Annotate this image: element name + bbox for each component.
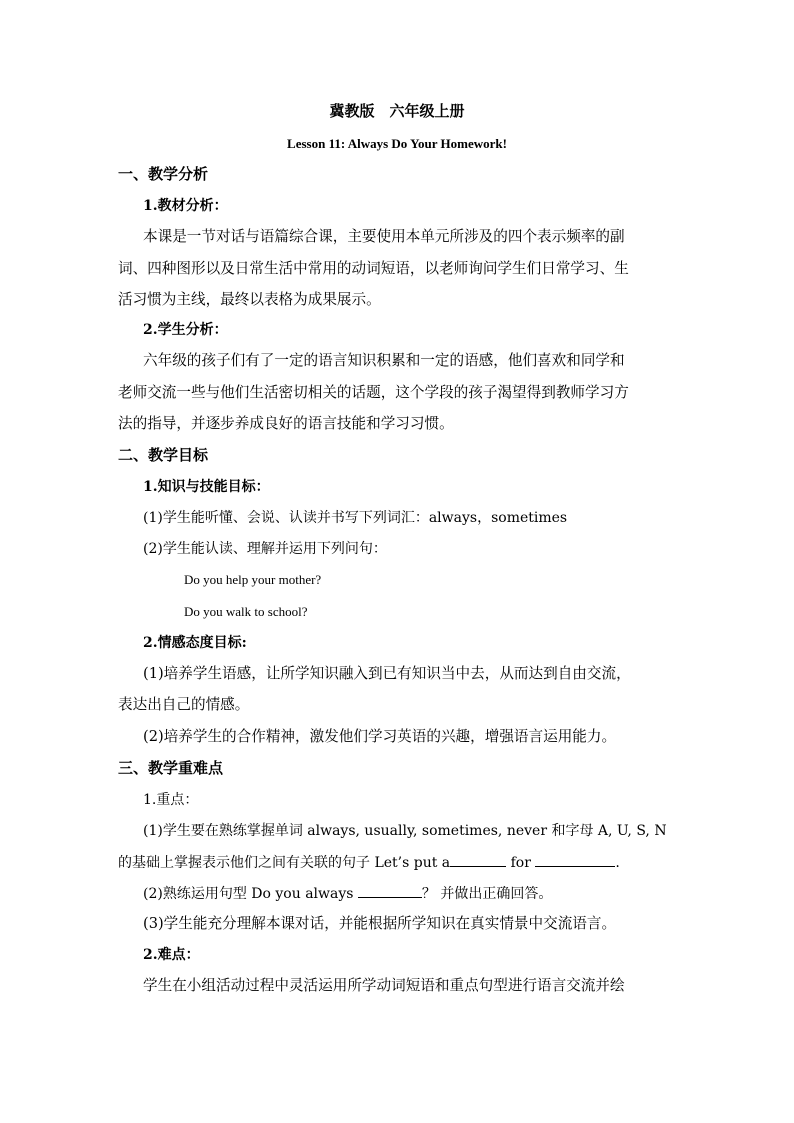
paragraph-line: 六年级的孩子们有了一定的语言知识积累和一定的语感，他们喜欢和同学和 <box>143 352 625 369</box>
fill-blank <box>535 852 615 867</box>
objective-item: (2)培养学生的合作精神，激发他们学习英语的兴趣，增强语言运用能力。 <box>143 728 617 745</box>
section-heading-key-points: 三、教学重难点 <box>118 759 224 777</box>
key-point-item: (1)学生要在熟练掌握单词 always, usually, sometimes, never 和字母 A, U, S, N <box>143 823 667 839</box>
paragraph-line: 老师交流一些与他们生活密切相关的话题，这个学段的孩子渴望得到教师学习方 <box>118 384 629 401</box>
subheading-student-analysis: 2.学生分析： <box>143 322 228 338</box>
objective-item: (2)学生能认读、理解并运用下列问句： <box>143 541 387 557</box>
key-point-item: (3)学生能充分理解本课对话，并能根据所学知识在真实情景中交流语言。 <box>143 915 617 932</box>
key-point-item <box>143 883 552 904</box>
key-point-item <box>118 852 620 873</box>
key-point-text: . <box>615 855 620 871</box>
objective-item: (1)培养学生语感，让所学知识融入到已有知识当中去，从而达到自由交流， <box>143 665 631 682</box>
key-point-text: (2)熟练运用句型 Do you always <box>143 886 358 902</box>
subheading-key-points: 1.重点： <box>143 792 199 808</box>
example-question: Do you walk to school? <box>184 604 308 619</box>
fill-blank <box>450 852 506 867</box>
key-point-text: 的基础上掌握表示他们之间有关联的句子 Let’s put a <box>118 855 451 871</box>
section-heading-objectives: 二、教学目标 <box>118 446 209 464</box>
subheading-difficulties: 2.难点： <box>143 947 200 963</box>
objective-item: (1)学生能听懂、会说、认读并书写下列词汇：always，sometimes <box>143 510 568 526</box>
example-question: Do you help your mother? <box>184 572 322 587</box>
objective-item: 表达出自己的情感。 <box>118 696 250 713</box>
key-point-text: ？ 并做出正确回答。 <box>421 886 553 902</box>
paragraph-line: 活习惯为主线，最终以表格为成果展示。 <box>118 291 381 308</box>
document-title: 冀教版 六年级上册 <box>329 102 465 120</box>
lesson-title: Lesson 11: Always Do Your Homework! <box>287 136 507 151</box>
key-point-text: for <box>506 855 536 871</box>
paragraph-line: 学生在小组活动过程中灵活运用所学动词短语和重点句型进行语言交流并绘 <box>143 977 625 994</box>
subheading-attitude: 2.情感态度目标: <box>143 635 247 651</box>
subheading-textbook-analysis: 1.教材分析： <box>143 198 228 214</box>
paragraph-line: 法的指导，并逐步养成良好的语言技能和学习习惯。 <box>118 415 454 432</box>
paragraph-line: 词、四种图形以及日常生活中常用的动词短语，以老师询问学生们日常学习、生 <box>118 260 629 277</box>
subheading-knowledge-skills: 1.知识与技能目标： <box>143 479 270 495</box>
fill-blank <box>358 883 422 898</box>
paragraph-line: 本课是一节对话与语篇综合课，主要使用本单元所涉及的四个表示频率的副 <box>143 228 625 245</box>
section-heading-analysis: 一、教学分析 <box>118 165 209 183</box>
